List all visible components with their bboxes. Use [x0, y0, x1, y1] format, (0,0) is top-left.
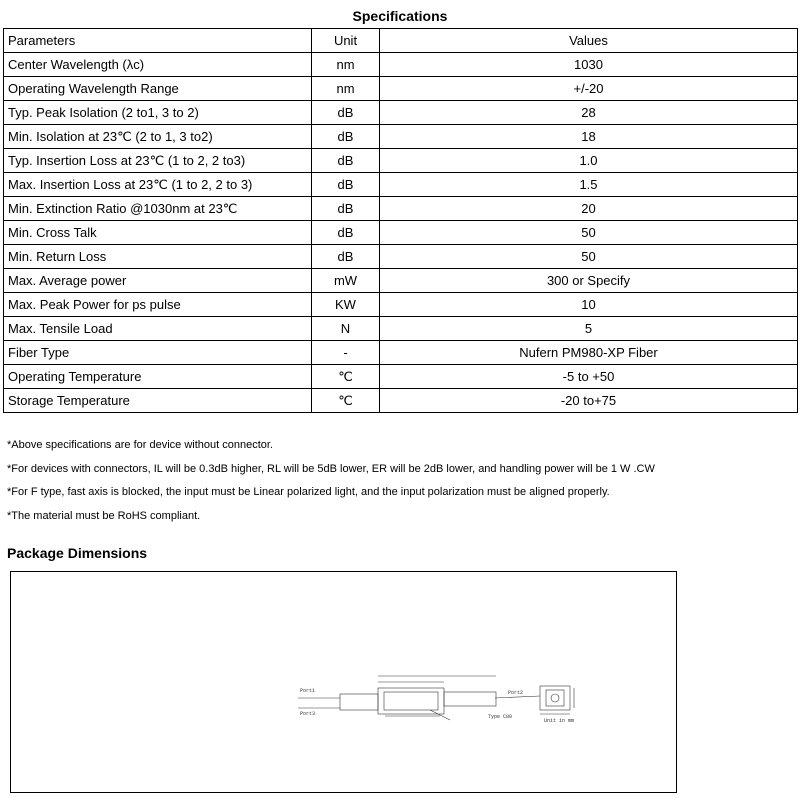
parameter-cell: Storage Temperature — [4, 389, 312, 413]
port3-label: Port3 — [300, 711, 316, 717]
table-row — [4, 389, 798, 413]
table-row — [4, 221, 798, 245]
table-row — [4, 77, 798, 101]
unit-cell: dB — [312, 173, 380, 197]
unit-cell: dB — [312, 221, 380, 245]
table-row — [4, 149, 798, 173]
table-row — [4, 341, 798, 365]
header-values: Values — [380, 29, 798, 53]
value-cell: 20 — [380, 197, 798, 221]
value-cell: 1030 — [380, 53, 798, 77]
value-cell: 50 — [380, 245, 798, 269]
unit-cell: dB — [312, 149, 380, 173]
unit-cell: ℃ — [312, 365, 380, 389]
package-dimensions-title: Package Dimensions — [7, 545, 148, 561]
table-row — [4, 317, 798, 341]
note-item: *Above specifications are for device without connector. — [7, 439, 273, 451]
type-label: Type C80 — [488, 714, 513, 720]
note-item: *The material must be RoHS compliant. — [7, 509, 201, 522]
unit-cell: ℃ — [312, 389, 380, 413]
table-row — [4, 245, 798, 269]
value-cell: -5 to +50 — [380, 365, 798, 389]
table-header-row — [4, 29, 798, 53]
parameter-cell: Center Wavelength (λc) — [4, 53, 312, 77]
unit-cell: dB — [312, 125, 380, 149]
value-cell: Nufern PM980-XP Fiber — [380, 341, 798, 365]
unit-cell: N — [312, 317, 380, 341]
package-drawing — [290, 668, 610, 748]
table-row — [4, 197, 798, 221]
value-cell: 1.5 — [380, 173, 798, 197]
unit-cell: - — [312, 341, 380, 365]
value-cell: 18 — [380, 125, 798, 149]
parameter-cell: Fiber Type — [4, 341, 312, 365]
specifications-table — [3, 28, 798, 413]
parameter-cell: Operating Wavelength Range — [4, 77, 312, 101]
unit-cell: nm — [312, 77, 380, 101]
table-row — [4, 173, 798, 197]
parameter-cell: Max. Peak Power for ps pulse — [4, 293, 312, 317]
port1-label: Port1 — [300, 688, 316, 694]
port2-label: Port2 — [508, 690, 524, 696]
notes — [7, 438, 655, 532]
table-row — [4, 125, 798, 149]
table-row — [4, 293, 798, 317]
table-row — [4, 269, 798, 293]
parameter-cell: Max. Average power — [4, 269, 312, 293]
unit-cell: KW — [312, 293, 380, 317]
value-cell: 1.0 — [380, 149, 798, 173]
note-item: *For F type, fast axis is blocked, the input must be Linear polarized light, and the input polarization must be aligned properly. — [7, 486, 610, 498]
parameter-cell: Operating Temperature — [4, 365, 312, 389]
value-cell: 5 — [380, 317, 798, 341]
parameter-cell: Typ. Insertion Loss at 23℃ (1 to 2, 2 to3) — [4, 149, 312, 173]
parameter-cell: Min. Return Loss — [4, 245, 312, 269]
unit-cell: dB — [312, 101, 380, 125]
value-cell: 10 — [380, 293, 798, 317]
note-item: *For devices with connectors, IL will be 0.3dB higher, RL will be 5dB lower, ER will be 2dB lower, and handling power will be 1 W .CW — [7, 462, 655, 475]
parameter-cell: Max. Tensile Load — [4, 317, 312, 341]
parameter-cell: Max. Insertion Loss at 23℃ (1 to 2, 2 to 3) — [4, 173, 312, 197]
header-parameters: Parameters — [4, 29, 312, 53]
unit-cell: nm — [312, 53, 380, 77]
value-cell: 50 — [380, 221, 798, 245]
header-unit: Unit — [312, 29, 380, 53]
table-row — [4, 53, 798, 77]
specifications-title: Specifications — [352, 8, 448, 24]
unit-cell: dB — [312, 197, 380, 221]
parameter-cell: Min. Isolation at 23℃ (2 to 1, 3 to2) — [4, 125, 312, 149]
value-cell: -20 to+75 — [380, 389, 798, 413]
unit-cell: dB — [312, 245, 380, 269]
table-row — [4, 365, 798, 389]
parameter-cell: Min. Extinction Ratio @1030nm at 23℃ — [4, 197, 312, 221]
unit-label: Unit in mm — [544, 718, 575, 724]
parameter-cell: Typ. Peak Isolation (2 to1, 3 to 2) — [4, 101, 312, 125]
parameter-cell: Min. Cross Talk — [4, 221, 312, 245]
value-cell: +/-20 — [380, 77, 798, 101]
value-cell: 300 or Specify — [380, 269, 798, 293]
table-row — [4, 101, 798, 125]
value-cell: 28 — [380, 101, 798, 125]
unit-cell: mW — [312, 269, 380, 293]
